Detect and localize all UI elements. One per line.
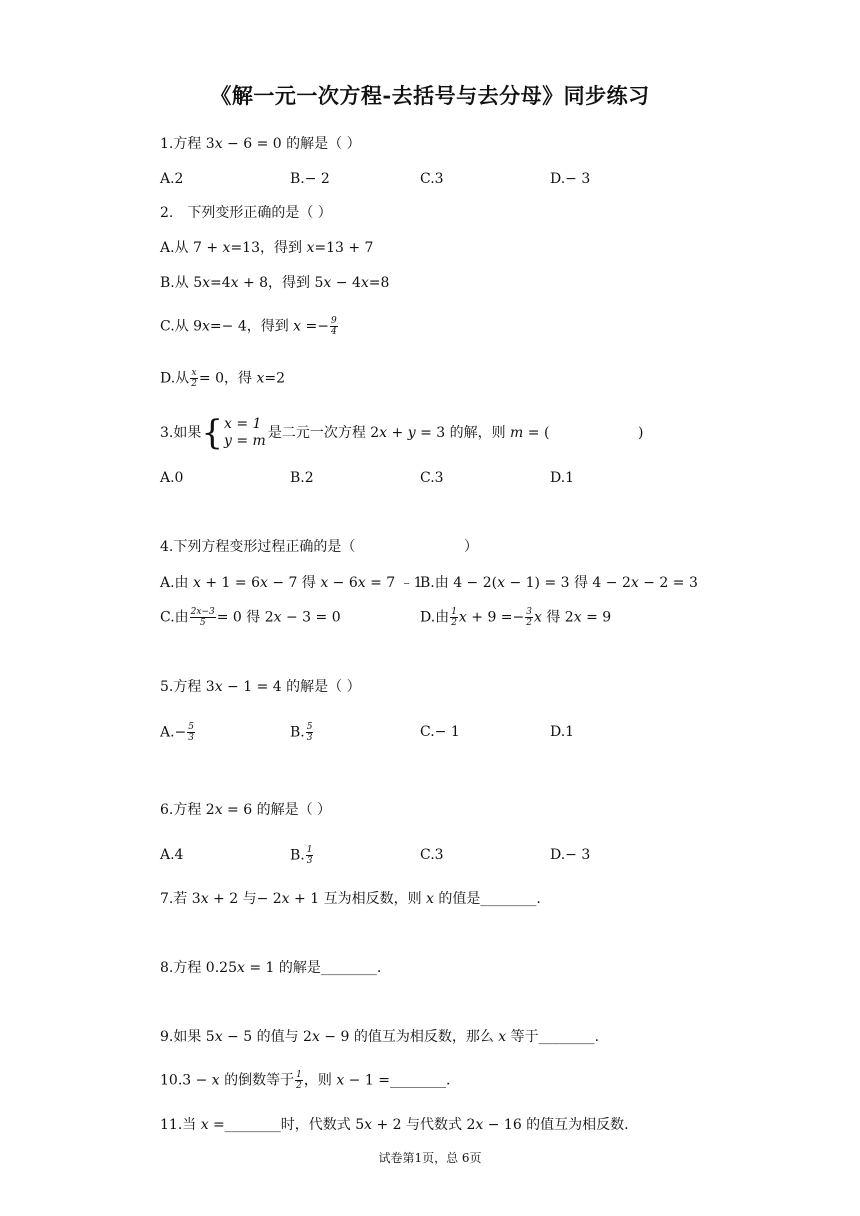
q4-option-c-text-2: = 0 得 2𝑥 − 3 = 0 — [216, 609, 341, 626]
fraction-denominator: 2 — [191, 379, 197, 389]
q3-option-b: B.2 — [290, 470, 314, 486]
q6-option-a: A.4 — [160, 847, 184, 863]
system-line-1: 𝑥 = 1 — [224, 416, 262, 432]
q5-option-a-text: A.− — [160, 724, 187, 741]
q4-option-d-fraction-2 — [525, 607, 533, 628]
fraction-denominator: 2 — [296, 1081, 302, 1091]
q4-option-c — [160, 607, 341, 628]
fraction-numerator: 3 — [526, 607, 533, 617]
fraction-denominator: 2 — [451, 618, 457, 628]
q6-option-d: D.− 3 — [550, 847, 591, 863]
question-4: 4.下列方程变形过程正确的是（ — [160, 539, 356, 555]
q3-close-paren: ) — [638, 425, 644, 441]
question-10 — [160, 1070, 450, 1091]
fraction-numerator: 2𝑥−3 — [190, 607, 215, 617]
equation-system — [224, 416, 266, 450]
q3-option-a: A.0 — [160, 470, 184, 486]
q3-option-c: C.3 — [420, 470, 444, 486]
fraction-numerator: 5 — [188, 722, 195, 732]
q4-option-d — [420, 607, 611, 628]
fraction-numerator: 1 — [306, 845, 313, 855]
q2-option-b: B.从 5𝑥=4𝑥 + 8，得到 5𝑥 − 4𝑥=8 — [160, 275, 390, 291]
question-7: 7.若 3𝑥 + 2 与− 2𝑥 + 1 互为相反数，则 𝑥 的值是________. — [160, 891, 541, 907]
q2-option-a: A.从 7 + 𝑥=13，得到 𝑥=13 + 7 — [160, 240, 374, 256]
question-8: 8.方程 0.25𝑥 = 1 的解是________. — [160, 960, 382, 976]
question-5: 5.方程 3𝑥 − 1 = 4 的解是（ ） — [160, 679, 361, 695]
page-title: 《解一元一次方程-去括号与去分母》同步练习 — [210, 83, 650, 108]
fraction-numerator: 9 — [331, 316, 337, 326]
question-3 — [160, 413, 550, 453]
q10-fraction — [295, 1070, 303, 1091]
q5-option-c: C.− 1 — [420, 724, 460, 740]
fraction-denominator: 3 — [306, 733, 313, 743]
q2-option-c-text: C.从 9𝑥=− 4，得到 𝑥 =− — [160, 318, 329, 335]
q5-option-d: D.1 — [550, 724, 575, 740]
q4-option-d-text: D.由 — [420, 609, 450, 626]
q1-option-a: A.2 — [160, 171, 184, 187]
fraction-numerator: 5 — [306, 722, 313, 732]
fraction-denominator: 5 — [199, 618, 206, 628]
q2-option-d-text-2: = 0，得 𝑥=2 — [198, 370, 285, 387]
q2-option-d — [160, 368, 285, 389]
q4-option-d-fraction-1 — [450, 607, 458, 628]
q5-option-b-text: B. — [290, 724, 305, 741]
q1-option-d: D.− 3 — [550, 171, 591, 187]
q3-text-prefix: 3.如果 — [160, 425, 202, 441]
q10-text-2: ，则 𝑥 − 1 =________. — [303, 1072, 451, 1089]
fraction-numerator: 1 — [451, 607, 457, 617]
fraction-numerator: 𝑥 — [191, 368, 197, 378]
q2-option-d-fraction — [190, 368, 198, 389]
q5-option-a — [160, 722, 196, 743]
q4-option-d-text-3: 𝑥 得 2𝑥 = 9 — [534, 609, 612, 626]
q2-option-c — [160, 316, 339, 337]
q1-option-b: B.− 2 — [290, 171, 330, 187]
fraction-denominator: 3 — [188, 733, 195, 743]
q4-stem-close: ） — [464, 539, 478, 555]
q2-option-d-text: D.从 — [160, 370, 190, 387]
question-1: 1.方程 3𝑥 − 6 = 0 的解是（ ） — [160, 136, 361, 152]
q4-option-c-fraction — [190, 607, 216, 628]
q4-option-c-text: C.由 — [160, 609, 189, 626]
q4-option-b: B.由 4 − 2(𝑥 − 1) = 3 得 4 − 2𝑥 − 2 = 3 — [420, 575, 698, 591]
question-2: 2. 下列变形正确的是（ ） — [160, 205, 332, 221]
q5-option-b — [290, 722, 314, 743]
page-footer: 试卷第1页，总 6页 — [378, 1151, 482, 1165]
q6-option-b — [290, 845, 314, 866]
q2-option-c-fraction — [330, 316, 338, 337]
q3-option-d: D.1 — [550, 470, 575, 486]
left-brace-icon: { — [201, 413, 223, 453]
q6-option-c: C.3 — [420, 847, 444, 863]
q4-option-a: A.由 𝑥 + 1 = 6𝑥 − 7 得 𝑥 − 6𝑥 = 7 ﹣1 — [160, 575, 423, 591]
system-line-2: 𝑦 = 𝑚 — [224, 433, 266, 449]
fraction-denominator: 2 — [526, 618, 533, 628]
q1-option-c: C.3 — [420, 171, 444, 187]
fraction-denominator: 3 — [306, 856, 313, 866]
q10-text: 10.3 − 𝑥 的倒数等于 — [160, 1072, 295, 1089]
question-9: 9.如果 5𝑥 − 5 的值与 2𝑥 − 9 的值互为相反数，那么 𝑥 等于________. — [160, 1029, 600, 1045]
q5-option-a-fraction — [187, 722, 195, 743]
q6-option-b-text: B. — [290, 847, 305, 864]
question-11: 11.当 𝑥 =________时，代数式 5𝑥 + 2 与代数式 2𝑥 − 16 的值互为相反数. — [160, 1117, 629, 1133]
fraction-numerator: 1 — [296, 1070, 302, 1080]
fraction-denominator: 4 — [331, 327, 337, 337]
q6-option-b-fraction — [306, 845, 314, 866]
question-6: 6.方程 2𝑥 = 6 的解是（ ） — [160, 802, 332, 818]
q5-option-b-fraction — [306, 722, 314, 743]
q4-option-d-text-2: 𝑥 + 9 =− — [458, 609, 525, 626]
q3-text-suffix: 是二元一次方程 2𝑥 + 𝑦 = 3 的解，则 𝑚 = ( — [267, 425, 550, 441]
